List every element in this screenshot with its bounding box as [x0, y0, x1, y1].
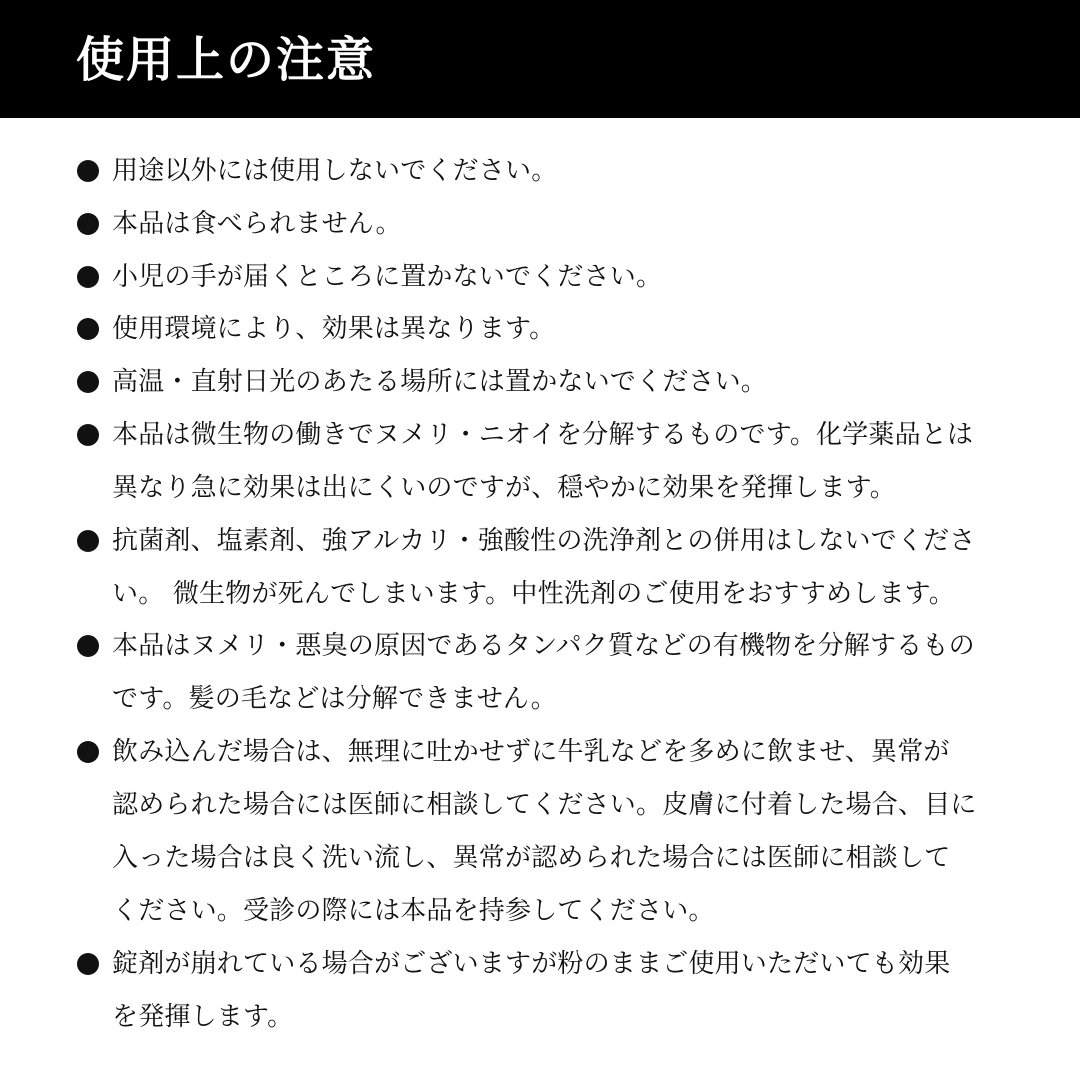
notice-text	[112, 409, 1022, 515]
bullet-icon	[76, 356, 100, 409]
notice-line: 錠剤が崩れている場合がございますが粉のままご使用いただいても効果	[112, 949, 951, 979]
bullet-icon	[76, 620, 100, 673]
notice-line: 本品は微生物の働きでヌメリ・ニオイを分解するものです。化学薬品とは	[112, 420, 974, 450]
bullet-icon	[76, 409, 100, 462]
notice-line: 本品は食べられません。	[112, 209, 402, 239]
bullet-icon	[76, 198, 100, 251]
notice-line: を発揮します。	[112, 1002, 294, 1032]
notice-line: 認められた場合には医師に相談してください。皮膚に付着した場合、目に	[112, 790, 977, 820]
notice-item-8	[76, 620, 1016, 726]
notice-text	[112, 145, 1022, 198]
notice-item-1	[76, 145, 1016, 198]
notice-text	[112, 620, 1022, 726]
notice-line: 小児の手が届くところに置かないでください。	[112, 262, 663, 292]
notice-item-5	[76, 356, 1016, 409]
notice-text	[112, 303, 1022, 356]
notice-line: 本品はヌメリ・悪臭の原因であるタンパク質などの有機物を分解するもの	[112, 631, 975, 661]
notice-text	[112, 726, 1022, 938]
notice-line: 入った場合は良く洗い流し、異常が認められた場合には医師に相談して	[112, 843, 951, 873]
notice-text	[112, 198, 1022, 251]
notice-item-9	[76, 726, 1016, 938]
bullet-icon	[76, 145, 100, 198]
notice-item-4	[76, 303, 1016, 356]
notice-line: 用途以外には使用しないでください。	[112, 156, 558, 186]
notice-line: い。 微生物が死んでしまいます。中性洗剤のご使用をおすすめします。	[112, 579, 955, 609]
notice-item-10	[76, 938, 1016, 1044]
notice-line: 飲み込んだ場合は、無理に吐かせずに牛乳などを多めに飲ませ、異常が	[112, 737, 950, 767]
notice-line: 使用環境により、効果は異なります。	[112, 314, 556, 344]
notice-line: ください。受診の際には本品を持参してください。	[112, 896, 715, 926]
notice-item-7	[76, 515, 1016, 621]
notice-item-2	[76, 198, 1016, 251]
notice-text	[112, 251, 1022, 304]
notice-item-6	[76, 409, 1016, 515]
notice-line: 高温・直射日光のあたる場所には置かないでください。	[112, 367, 768, 397]
notice-line: 異なり急に効果は出にくいのですが、穏やかに効果を発揮します。	[112, 473, 896, 503]
notice-text	[112, 515, 1022, 621]
notice-line: です。髪の毛などは分解できません。	[112, 684, 557, 714]
bullet-icon	[76, 251, 100, 304]
page-title: 使用上の注意	[76, 32, 377, 88]
notice-item-3	[76, 251, 1016, 304]
notice-text	[112, 356, 1022, 409]
bullet-icon	[76, 303, 100, 356]
bullet-icon	[76, 938, 100, 991]
bullet-icon	[76, 515, 100, 568]
notice-text	[112, 938, 1022, 1044]
notice-line: 抗菌剤、塩素剤、強アルカリ・強酸性の洗浄剤との併用はしないでくださ	[112, 526, 976, 556]
bullet-icon	[76, 726, 100, 779]
